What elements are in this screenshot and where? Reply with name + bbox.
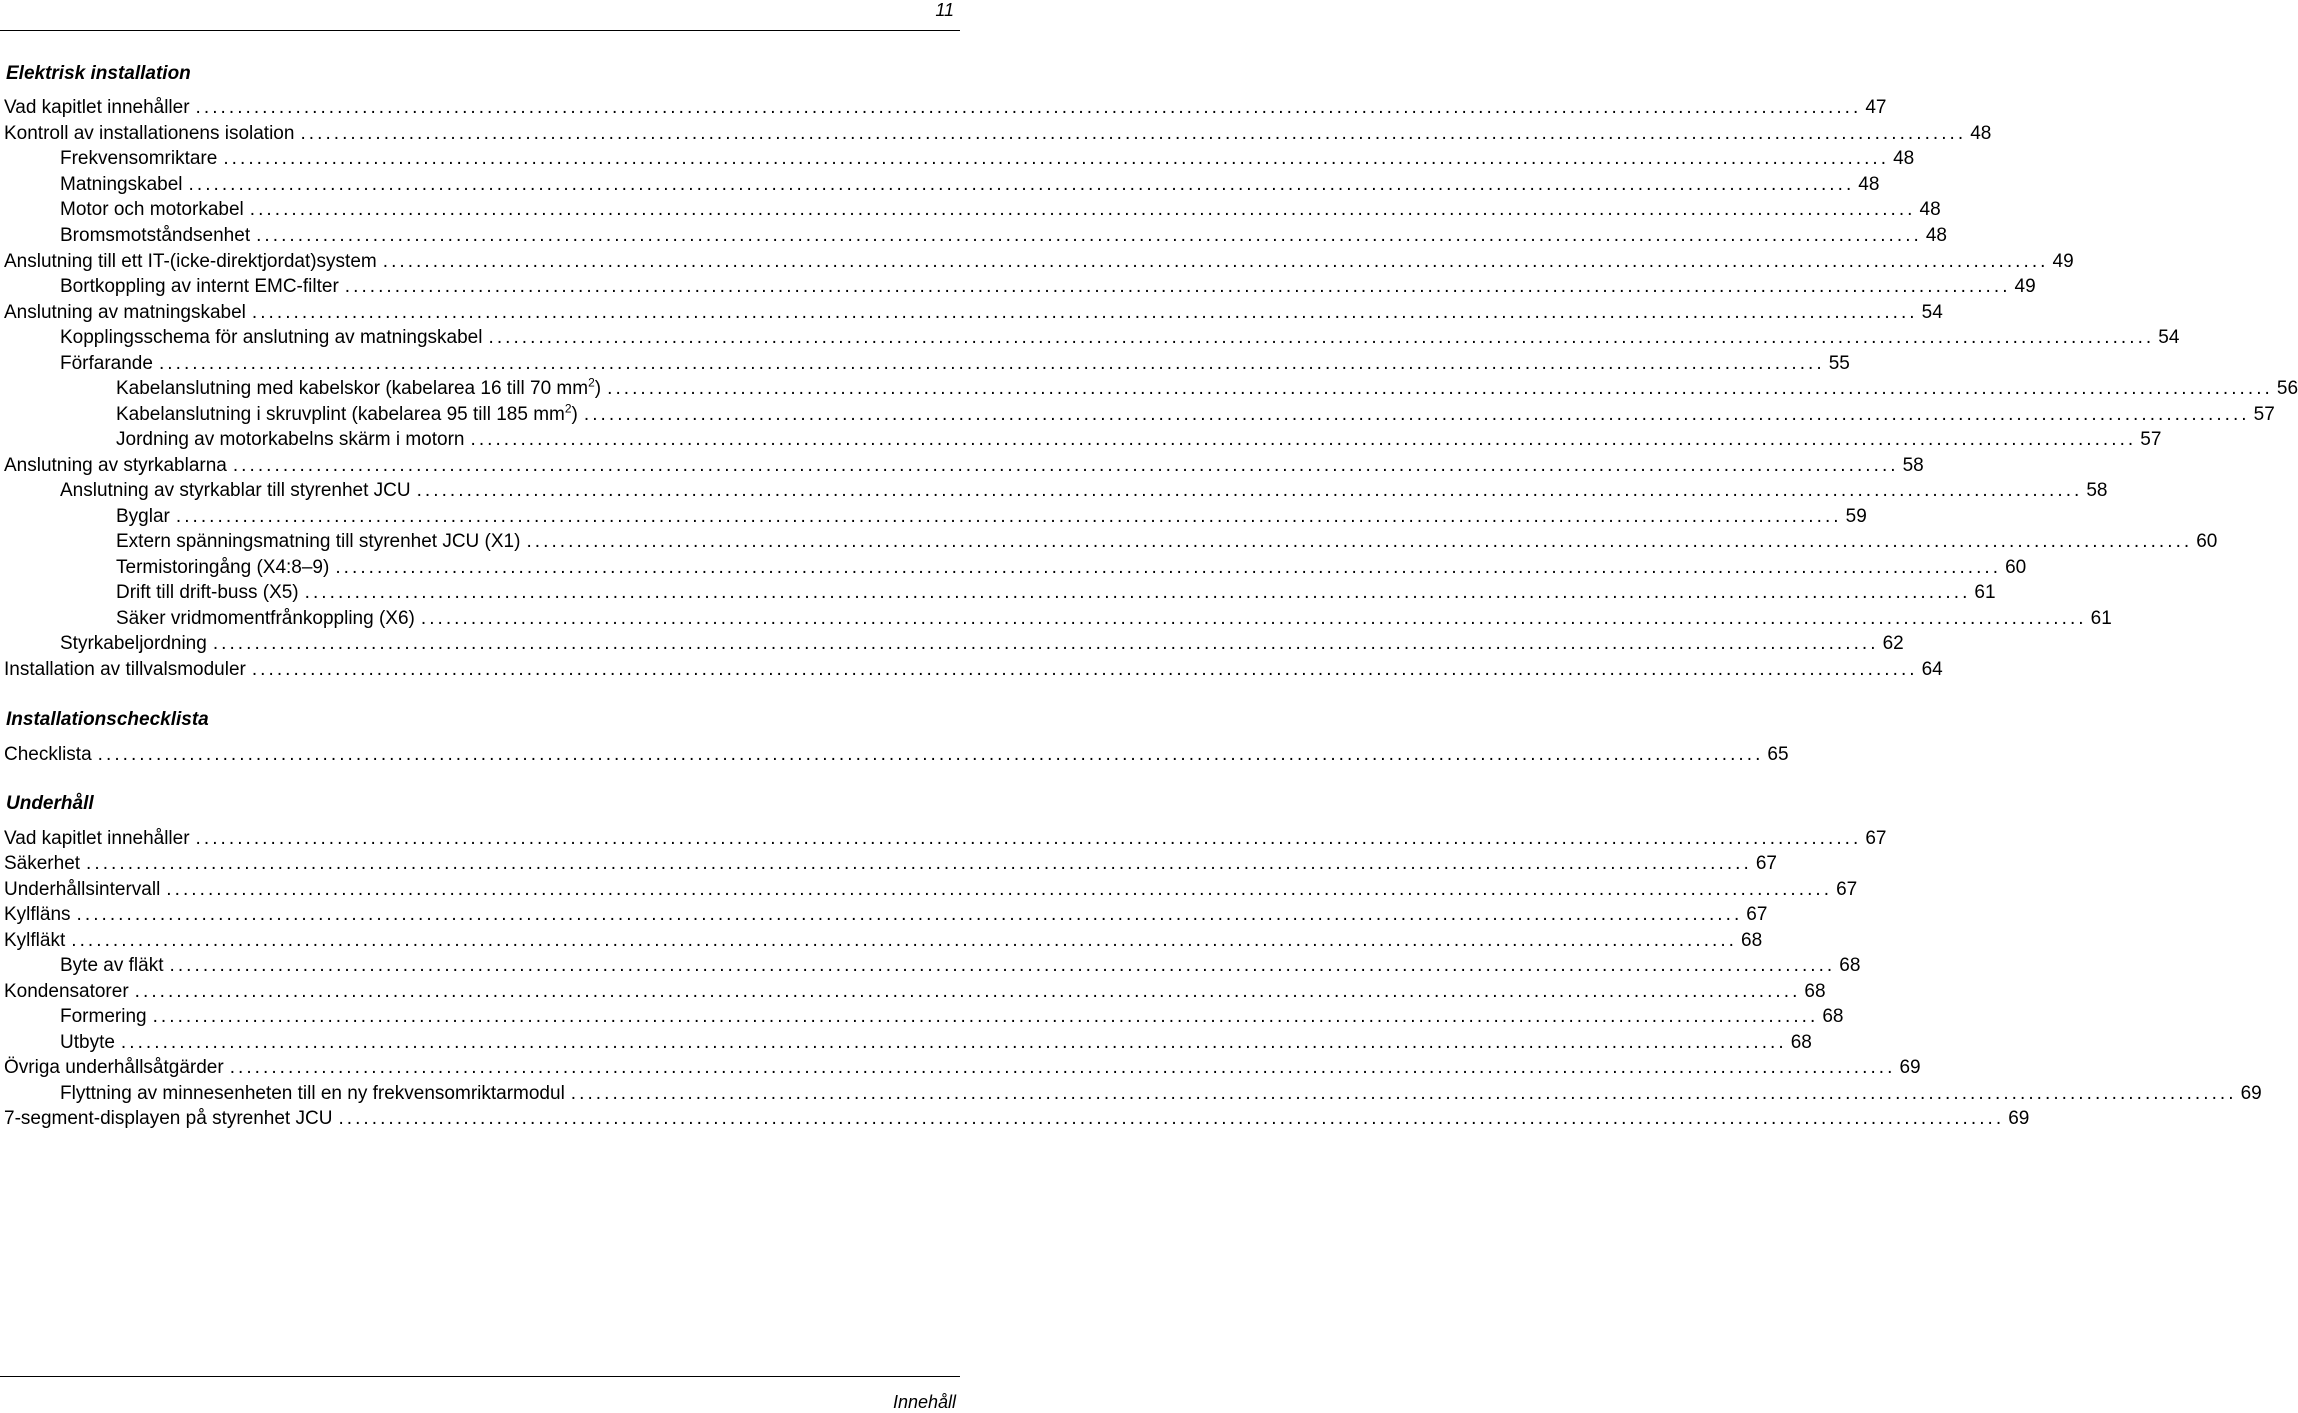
toc-entry-title: Kylfläns: [4, 904, 77, 926]
toc-entry[interactable]: [0, 1108, 2030, 1134]
dot-leader: ........................................................................................................................................................................................................: [416, 480, 2083, 501]
toc-entry[interactable]: [0, 1083, 2262, 1109]
toc-entry-title: Vad kapitlet innehåller: [4, 828, 196, 850]
dot-leader: ........................................................................................................................................................................................................: [223, 148, 1890, 169]
toc-entry-title: Jordning av motorkabelns skärm i motorn: [116, 429, 470, 451]
toc-entry-title: Kopplingsschema för anslutning av matningskabel: [60, 327, 488, 349]
dot-leader: ........................................................................................................................................................................................................: [607, 378, 2273, 399]
toc-entry-page: 57: [2140, 429, 2162, 450]
toc-entry[interactable]: [0, 97, 1887, 123]
toc-entry[interactable]: [0, 853, 1777, 879]
toc-entry[interactable]: [0, 659, 1943, 685]
toc-entry-title: Checklista: [4, 744, 98, 766]
toc-entry[interactable]: [0, 582, 1996, 608]
toc-entry-page: 61: [1974, 582, 1996, 603]
toc-entry-title: Kabelanslutning i skruvplint (kabelarea 95 till 185 $mm^2$): [116, 404, 584, 426]
toc-entry-title: Utbyte: [60, 1032, 121, 1054]
toc-entry-title: Bortkoppling av internt EMC-filter: [60, 276, 345, 298]
dot-leader: ........................................................................................................................................................................................................: [382, 251, 2049, 272]
toc-entry-title: Säkerhet: [4, 853, 86, 875]
dot-leader: ........................................................................................................................................................................................................: [300, 123, 1967, 144]
toc-entry-page: 61: [2090, 608, 2112, 629]
toc-entry-page: 68: [1839, 955, 1861, 976]
dot-leader: ........................................................................................................................................................................................................: [175, 506, 1842, 527]
toc-entry[interactable]: [0, 480, 2108, 506]
toc-entry-title: Termistoringång (X4:8–9): [116, 557, 335, 579]
toc-entry[interactable]: [0, 375, 2298, 404]
dot-leader: ........................................................................................................................................................................................................: [195, 97, 1862, 118]
toc-entry-page: 48: [1858, 174, 1880, 195]
toc-entry-title: Kylfläkt: [4, 930, 71, 952]
toc-entry-page: 48: [1919, 199, 1941, 220]
toc-entry-title: Kabelanslutning med kabelskor (kabelarea 16 till 70 $mm^2$): [116, 378, 607, 400]
dot-leader: ........................................................................................................................................................................................................: [470, 429, 2137, 450]
toc-entry-page: 48: [1893, 148, 1915, 169]
dot-leader: ........................................................................................................................................................................................................: [229, 1057, 1896, 1078]
dot-leader: ........................................................................................................................................................................................................: [583, 404, 2250, 425]
toc-entry[interactable]: [0, 981, 1826, 1007]
toc-entry-page: 67: [1836, 879, 1858, 900]
section-heading: Underhåll: [6, 793, 94, 814]
toc-entry-title: Installation av tillvalsmoduler: [4, 659, 252, 681]
toc-entry-page: 67: [1755, 853, 1777, 874]
toc-entry-page: 58: [2086, 480, 2108, 501]
dot-leader: ........................................................................................................................................................................................................: [97, 744, 1764, 765]
dot-leader: ........................................................................................................................................................................................................: [488, 327, 2155, 348]
toc-entry-title: Styrkabeljordning: [60, 633, 213, 655]
toc-entry-title: Matningskabel: [60, 174, 189, 196]
toc-entry-page: 68: [1822, 1006, 1844, 1027]
dot-leader: ........................................................................................................................................................................................................: [76, 904, 1743, 925]
toc-entry[interactable]: [0, 608, 2112, 634]
toc-entry-page: 49: [2052, 251, 2074, 272]
toc-entry[interactable]: [0, 174, 1880, 200]
toc-entry-page: 65: [1767, 744, 1789, 765]
toc-entry-title: Anslutning av matningskabel: [4, 302, 252, 324]
dot-leader: ........................................................................................................................................................................................................: [344, 276, 2011, 297]
toc-entry-page: 69: [2008, 1108, 2030, 1129]
dot-leader: ........................................................................................................................................................................................................: [338, 1108, 2005, 1129]
toc-entry[interactable]: [0, 828, 1887, 854]
dot-leader: ........................................................................................................................................................................................................: [166, 879, 1833, 900]
toc-entry[interactable]: [0, 148, 1915, 174]
toc-entry[interactable]: [0, 744, 1789, 770]
toc-entry-title: Extern spänningsmatning till styrenhet JCU (X1): [116, 531, 526, 553]
toc-entry-title: Formering: [60, 1006, 153, 1028]
toc-entry[interactable]: [0, 455, 1924, 481]
dot-leader: ........................................................................................................................................................................................................: [169, 955, 1836, 976]
toc-entry-title: Kontroll av installationens isolation: [4, 123, 300, 145]
toc-entry[interactable]: [0, 633, 1904, 659]
toc-entry[interactable]: [0, 1032, 1812, 1058]
toc-entry-title: Vad kapitlet innehåller: [4, 97, 196, 119]
toc-entry-page: 60: [2196, 531, 2218, 552]
toc-entry-page: 54: [2158, 327, 2180, 348]
dot-leader: ........................................................................................................................................................................................................: [570, 1083, 2237, 1104]
toc-entry-title: Anslutning av styrkablarna: [4, 455, 233, 477]
toc-entry-title: Flyttning av minnesenheten till en ny frekvensomriktarmodul: [60, 1083, 571, 1105]
toc-entry[interactable]: [0, 327, 2180, 353]
toc-entry-page: 68: [1790, 1032, 1812, 1053]
toc-entry-title: Frekvensomriktare: [60, 148, 223, 170]
toc-entry-page: 69: [2240, 1083, 2262, 1104]
toc-entry-title: Anslutning till ett IT-(icke-direktjordat)system: [4, 251, 383, 273]
toc-entry[interactable]: [0, 1057, 1921, 1083]
toc-entry-page: 59: [1845, 506, 1867, 527]
toc-entry-page: 67: [1746, 904, 1768, 925]
toc-entry-title: Bromsmotståndsenhet: [60, 225, 256, 247]
dot-leader: ........................................................................................................................................................................................................: [152, 1006, 1819, 1027]
toc-entry-page: 56: [2276, 378, 2298, 399]
dot-leader: ........................................................................................................................................................................................................: [212, 633, 1879, 654]
toc-entry[interactable]: [0, 531, 2218, 557]
toc-entry-page: 49: [2014, 276, 2036, 297]
toc-entry-page: 54: [1921, 302, 1943, 323]
section-heading: Elektrisk installation: [6, 63, 191, 84]
page-number: 11: [935, 0, 954, 20]
toc-entry[interactable]: [0, 276, 2036, 302]
dot-leader: ........................................................................................................................................................................................................: [256, 225, 1922, 246]
dot-leader: ........................................................................................................................................................................................................: [134, 981, 1801, 1002]
toc-entry[interactable]: [0, 199, 1941, 225]
toc-entry-page: 64: [1921, 659, 1943, 680]
toc-entry-title: Övriga underhållsåtgärder: [4, 1057, 230, 1079]
dot-leader: ........................................................................................................................................................................................................: [232, 455, 1899, 476]
dot-leader: ........................................................................................................................................................................................................: [251, 659, 1918, 680]
dot-leader: ........................................................................................................................................................................................................: [158, 353, 1825, 374]
toc-entry-page: 57: [2253, 404, 2275, 425]
toc-entry[interactable]: [0, 904, 1768, 930]
dot-leader: ........................................................................................................................................................................................................: [526, 531, 2193, 552]
toc-entry-page: 69: [1899, 1057, 1921, 1078]
toc-entry[interactable]: [0, 1006, 1844, 1032]
toc-entry[interactable]: [0, 225, 1947, 251]
dot-leader: ........................................................................................................................................................................................................: [86, 853, 1752, 874]
toc-entry[interactable]: [0, 353, 1850, 379]
toc-entry[interactable]: [0, 123, 1992, 149]
footer-label: Innehåll: [892, 1392, 956, 1412]
dot-leader: ........................................................................................................................................................................................................: [195, 828, 1862, 849]
dot-leader: ........................................................................................................................................................................................................: [188, 174, 1855, 195]
toc-entry[interactable]: [0, 955, 1861, 981]
dot-leader: ........................................................................................................................................................................................................: [249, 199, 1916, 220]
toc-entry-title: Drift till drift-buss (X5): [116, 582, 305, 604]
toc-entry-title: Anslutning av styrkablar till styrenhet JCU: [60, 480, 417, 502]
toc-entry[interactable]: [0, 401, 2275, 430]
toc-entry-page: 47: [1865, 97, 1887, 118]
dot-leader: ........................................................................................................................................................................................................: [251, 302, 1918, 323]
toc-entry[interactable]: [0, 506, 1867, 532]
toc-entry-page: 58: [1902, 455, 1924, 476]
toc-entry-page: 62: [1882, 633, 1904, 654]
toc-entry-title: Förfarande: [60, 353, 159, 375]
toc-entry-page: 60: [2005, 557, 2027, 578]
toc-entry-page: 48: [1970, 123, 1992, 144]
toc-entry-title: Byglar: [116, 506, 176, 528]
toc-entry-title: Säker vridmomentfrånkoppling (X6): [116, 608, 421, 630]
toc-entry-page: 67: [1865, 828, 1887, 849]
toc-entry[interactable]: [0, 930, 1763, 956]
dot-leader: ........................................................................................................................................................................................................: [71, 930, 1738, 951]
header-rule: [0, 30, 960, 31]
toc-entry-page: 68: [1741, 930, 1763, 951]
toc-entry[interactable]: [0, 879, 1858, 905]
dot-leader: ........................................................................................................................................................................................................: [120, 1032, 1787, 1053]
toc-entry[interactable]: [0, 302, 1943, 328]
toc-entry[interactable]: [0, 429, 2162, 455]
toc-entry-page: 68: [1804, 981, 1826, 1002]
dot-leader: ........................................................................................................................................................................................................: [304, 582, 1971, 603]
toc-entry-title: Underhållsintervall: [4, 879, 166, 901]
toc-entry[interactable]: [0, 557, 2027, 583]
dot-leader: ........................................................................................................................................................................................................: [420, 608, 2087, 629]
toc-entry[interactable]: [0, 251, 2074, 277]
toc-entry-title: Byte av fläkt: [60, 955, 170, 977]
section-heading: Installationschecklista: [6, 709, 209, 730]
toc-entry-title: Kondensatorer: [4, 981, 135, 1003]
toc-entry-title: Motor och motorkabel: [60, 199, 250, 221]
toc-entry-title: 7-segment-displayen på styrenhet JCU: [4, 1108, 338, 1130]
toc-entry-page: 48: [1925, 225, 1947, 246]
toc-entry-page: 55: [1828, 353, 1850, 374]
footer-rule: [0, 1376, 960, 1377]
dot-leader: ........................................................................................................................................................................................................: [335, 557, 2002, 578]
